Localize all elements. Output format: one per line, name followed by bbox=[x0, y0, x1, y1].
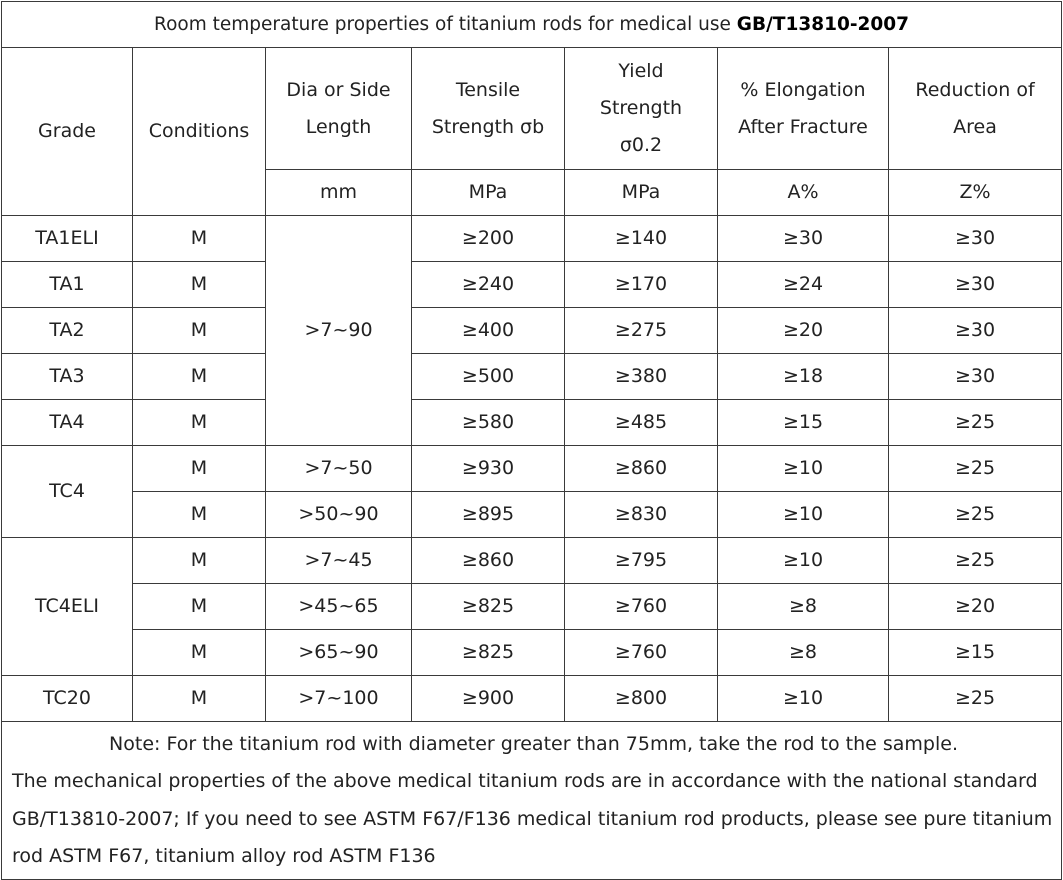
table-row bbox=[2, 446, 1062, 492]
cell-grade: TA4 bbox=[2, 400, 133, 446]
cell-dia: >45~65 bbox=[266, 584, 412, 630]
table-row bbox=[2, 262, 1062, 308]
cell-condition: M bbox=[133, 676, 266, 722]
unit-elongation: A% bbox=[718, 170, 889, 216]
table-row bbox=[2, 354, 1062, 400]
header-reduction-line2: Area bbox=[953, 115, 997, 138]
note-row bbox=[2, 722, 1062, 880]
cell-reduction: ≥15 bbox=[889, 630, 1062, 676]
cell-tensile: ≥825 bbox=[412, 630, 565, 676]
cell-elongation: ≥18 bbox=[718, 354, 889, 400]
cell-condition: M bbox=[133, 446, 266, 492]
table-row bbox=[2, 584, 1062, 630]
cell-tensile: ≥860 bbox=[412, 538, 565, 584]
header-conditions: Conditions bbox=[133, 48, 266, 216]
note-text: The mechanical properties of the above medical titanium rods are in accordance with the national standard GB/T13810-2007; If you need to see ASTM F67/F136 medical titanium rod products, please see pure titanium rod ASTM F67, titanium alloy rod ASTM F136 bbox=[12, 770, 1053, 867]
header-tensile bbox=[412, 48, 565, 170]
header-yield-line1: Yield bbox=[618, 60, 664, 82]
table-row bbox=[2, 676, 1062, 722]
cell-elongation: ≥10 bbox=[718, 446, 889, 492]
cell-dia: >7~50 bbox=[266, 446, 412, 492]
unit-reduction: Z% bbox=[889, 170, 1062, 216]
cell-tensile: ≥895 bbox=[412, 492, 565, 538]
cell-reduction: ≥30 bbox=[889, 308, 1062, 354]
cell-condition: M bbox=[133, 308, 266, 354]
cell-condition: M bbox=[133, 400, 266, 446]
cell-grade: TC20 bbox=[2, 676, 133, 722]
cell-dia-merged: >7~90 bbox=[266, 216, 412, 446]
cell-yield: ≥795 bbox=[565, 538, 718, 584]
unit-yield: MPa bbox=[565, 170, 718, 216]
cell-condition: M bbox=[133, 538, 266, 584]
header-tensile-line1: Tensile bbox=[455, 78, 521, 101]
cell-reduction: ≥20 bbox=[889, 584, 1062, 630]
cell-elongation: ≥24 bbox=[718, 262, 889, 308]
header-elongation bbox=[718, 48, 889, 170]
header-yield-line2: Strength bbox=[599, 97, 683, 119]
cell-yield: ≥830 bbox=[565, 492, 718, 538]
unit-dia: mm bbox=[266, 170, 412, 216]
header-tensile-line2: Strength σb bbox=[431, 115, 545, 138]
cell-yield: ≥140 bbox=[565, 216, 718, 262]
cell-tensile: ≥240 bbox=[412, 262, 565, 308]
cell-condition: M bbox=[133, 354, 266, 400]
header-dia-line1: Dia or Side bbox=[286, 78, 391, 101]
header-reduction-line1: Reduction of bbox=[915, 78, 1035, 101]
cell-reduction: ≥30 bbox=[889, 262, 1062, 308]
cell-reduction: ≥30 bbox=[889, 216, 1062, 262]
cell-condition: M bbox=[133, 630, 266, 676]
table-title bbox=[2, 2, 1062, 48]
properties-table bbox=[1, 1, 1062, 880]
cell-elongation: ≥8 bbox=[718, 630, 889, 676]
header-row bbox=[2, 48, 1062, 170]
header-reduction bbox=[889, 48, 1062, 170]
cell-condition: M bbox=[133, 216, 266, 262]
cell-yield: ≥170 bbox=[565, 262, 718, 308]
cell-elongation: ≥10 bbox=[718, 676, 889, 722]
table-row bbox=[2, 308, 1062, 354]
cell-tensile: ≥930 bbox=[412, 446, 565, 492]
cell-reduction: ≥25 bbox=[889, 400, 1062, 446]
cell-dia: >50~90 bbox=[266, 492, 412, 538]
cell-reduction: ≥25 bbox=[889, 446, 1062, 492]
table-row bbox=[2, 630, 1062, 676]
cell-reduction: ≥30 bbox=[889, 354, 1062, 400]
table-row bbox=[2, 538, 1062, 584]
cell-tensile: ≥400 bbox=[412, 308, 565, 354]
cell-grade: TA1ELI bbox=[2, 216, 133, 262]
cell-reduction: ≥25 bbox=[889, 538, 1062, 584]
header-dia-line2: Length bbox=[305, 115, 372, 138]
cell-yield: ≥760 bbox=[565, 630, 718, 676]
header-grade: Grade bbox=[2, 48, 133, 216]
cell-yield: ≥380 bbox=[565, 354, 718, 400]
cell-grade: TA1 bbox=[2, 262, 133, 308]
title-row bbox=[2, 2, 1062, 48]
cell-elongation: ≥15 bbox=[718, 400, 889, 446]
cell-dia: >65~90 bbox=[266, 630, 412, 676]
cell-yield: ≥760 bbox=[565, 584, 718, 630]
cell-tensile: ≥580 bbox=[412, 400, 565, 446]
cell-dia: >7~45 bbox=[266, 538, 412, 584]
table-row bbox=[2, 492, 1062, 538]
cell-tensile: ≥825 bbox=[412, 584, 565, 630]
cell-grade-merged: TC4ELI bbox=[2, 538, 133, 676]
cell-tensile: ≥500 bbox=[412, 354, 565, 400]
cell-dia: >7~100 bbox=[266, 676, 412, 722]
cell-condition: M bbox=[133, 584, 266, 630]
header-elong-line1: % Elongation bbox=[740, 78, 866, 101]
cell-elongation: ≥30 bbox=[718, 216, 889, 262]
cell-yield: ≥485 bbox=[565, 400, 718, 446]
cell-yield: ≥275 bbox=[565, 308, 718, 354]
cell-yield: ≥800 bbox=[565, 676, 718, 722]
cell-tensile: ≥200 bbox=[412, 216, 565, 262]
header-yield bbox=[565, 48, 718, 170]
cell-condition: M bbox=[133, 262, 266, 308]
cell-reduction: ≥25 bbox=[889, 676, 1062, 722]
cell-tensile: ≥900 bbox=[412, 676, 565, 722]
cell-elongation: ≥20 bbox=[718, 308, 889, 354]
cell-reduction: ≥25 bbox=[889, 492, 1062, 538]
table-row bbox=[2, 216, 1062, 262]
cell-grade: TA2 bbox=[2, 308, 133, 354]
table-row bbox=[2, 400, 1062, 446]
title-text: Room temperature properties of titanium rods for medical use bbox=[154, 14, 737, 35]
cell-yield: ≥860 bbox=[565, 446, 718, 492]
cell-elongation: ≥8 bbox=[718, 584, 889, 630]
unit-tensile: MPa bbox=[412, 170, 565, 216]
note-cell bbox=[2, 722, 1062, 880]
header-dia bbox=[266, 48, 412, 170]
header-yield-line3: σ0.2 bbox=[619, 134, 663, 156]
cell-grade-merged: TC4 bbox=[2, 446, 133, 538]
header-elong-line2: After Fracture bbox=[738, 115, 868, 138]
cell-grade: TA3 bbox=[2, 354, 133, 400]
cell-elongation: ≥10 bbox=[718, 538, 889, 584]
cell-condition: M bbox=[133, 492, 266, 538]
title-standard: GB/T13810-2007 bbox=[736, 14, 909, 35]
cell-elongation: ≥10 bbox=[718, 492, 889, 538]
note-line1: Note: For the titanium rod with diameter greater than 75mm, take the rod to the sample. bbox=[109, 732, 958, 755]
